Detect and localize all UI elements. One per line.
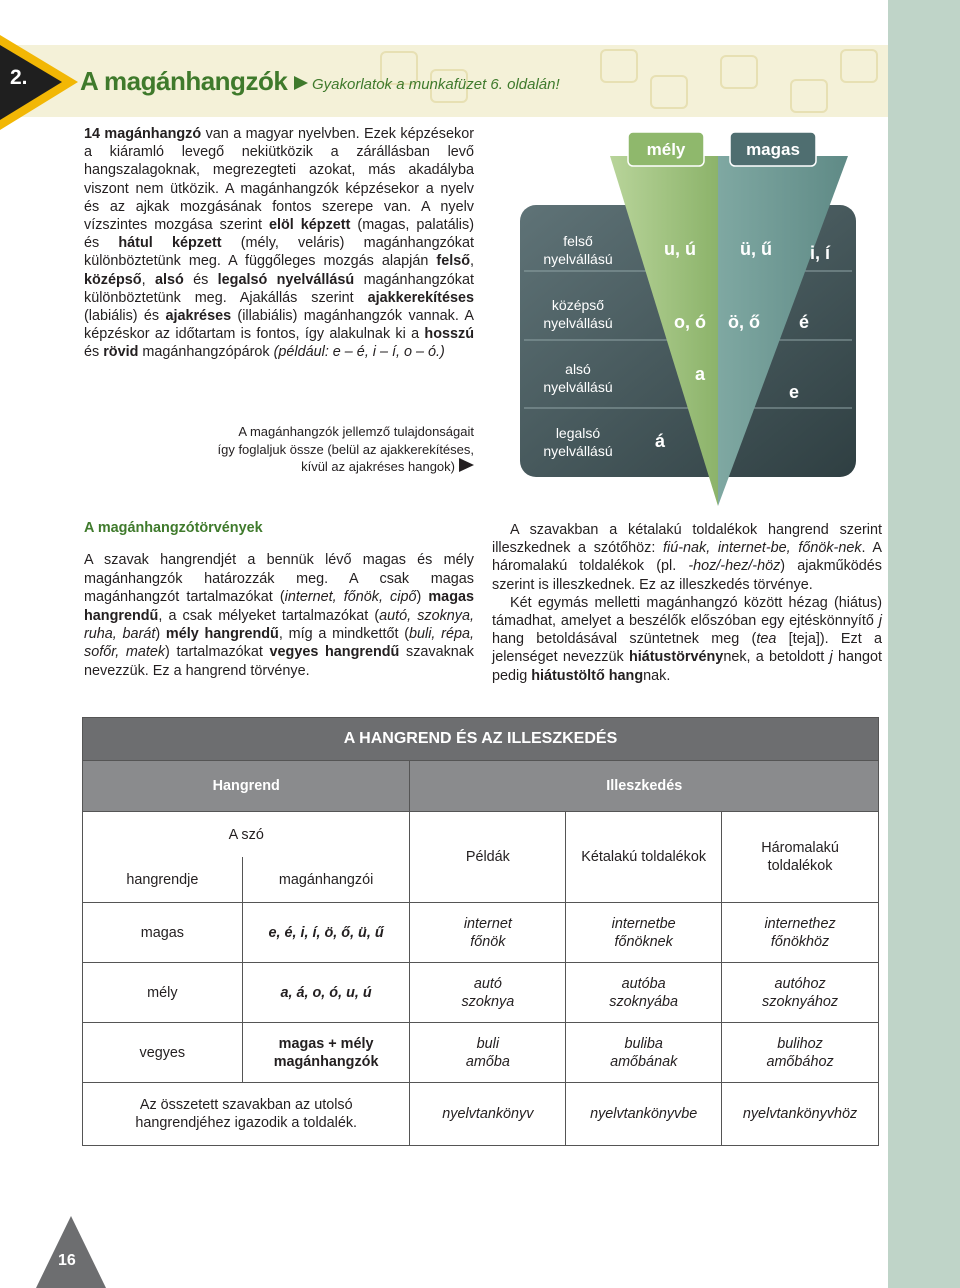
hiatus-paragraph: Két egymás melletti magánhangzó között hézag (hiátus) támadhat, amelyet a beszélők előszóban egy ejtéskönnyítő j hang betoldásával szüntetnek meg (tea [teja]). Ezt a jelenséget nevezzük hiátustörvénynek, a betoldott j hangot pedig hiátustöltő hangnak.: [492, 594, 882, 684]
page-title: A magánhangzók: [80, 66, 288, 96]
cell-hangrend: magas: [83, 903, 243, 963]
chapter-number: 2.: [10, 66, 28, 89]
row-also-2: nyelvállású: [543, 379, 613, 395]
illeszkedes-paragraph: A szavakban a kétalakú toldalékok hangrend szerint illeszkednek a szótőhöz: fiú-nak, internet-be, főnök-nek. A háromalakú toldalékok (pl. -hoz/-hez/-höz) ajakműködés szerint is illeszkednek. Ez az illeszkedés törvénye.: [492, 522, 883, 593]
diagram-caption: A magánhangzók jellemző tulajdonságait így foglaljuk össze (belül az ajakkerekítéses, kívül az ajakréses hangok): [217, 424, 474, 474]
magas-label: magas: [746, 140, 800, 159]
table-row: [83, 963, 879, 1023]
vowel-u: u, ú: [664, 239, 696, 259]
exercise-reference-text: Gyakorlatok a munkafüzet 6. oldalán!: [312, 76, 560, 93]
table-title-row: [83, 718, 879, 761]
vowel-e: e: [788, 382, 800, 402]
row-legalso-1: legalsó: [555, 425, 601, 441]
cell-ketalaku: buliba amőbának: [566, 1023, 722, 1083]
row-also-1: alsó: [565, 361, 591, 377]
table-subheader-row: [83, 812, 879, 858]
cell-vowels: a, á, o, ó, u, ú: [242, 963, 410, 1023]
cell-ketalaku: nyelvtankönyvbe: [566, 1083, 722, 1146]
cell-haromalaku: bulihoz amőbához: [722, 1023, 879, 1083]
vowel-e-long: é: [798, 312, 810, 332]
subheader-ketalaku: Kétalakú toldalékok: [566, 812, 722, 903]
side-strip: [888, 0, 960, 1288]
row-felso-1: felső: [563, 233, 593, 249]
cell-examples: internet főnök: [410, 903, 566, 963]
cell-haromalaku: autóhoz szoknyához: [722, 963, 879, 1023]
cell-hangrend: mély: [83, 963, 243, 1023]
table-row: [83, 1083, 879, 1146]
cell-examples: autó szoknya: [410, 963, 566, 1023]
row-felso-2: nyelvállású: [543, 251, 613, 267]
row-kozepso-1: középső: [551, 297, 605, 313]
hex-pattern: [720, 55, 758, 89]
exercise-reference: [294, 76, 560, 93]
hangrend-section: [84, 519, 474, 680]
arrow-right-icon: [294, 76, 308, 90]
header-hangrend: Hangrend: [83, 761, 410, 812]
table-title: A HANGREND ÉS AZ ILLESZKEDÉS: [83, 718, 879, 761]
arrow-right-icon: [459, 458, 474, 472]
table-header-row: [83, 761, 879, 812]
cell-examples: nyelvtankönyv: [410, 1083, 566, 1146]
vowel-ue: ü, ű: [740, 239, 772, 259]
hex-pattern: [790, 79, 828, 113]
row-legalso-2: nyelvállású: [543, 443, 613, 459]
cell-vowels: magas + mély magánhangzók: [242, 1023, 410, 1083]
table-row: [83, 903, 879, 963]
hangrend-table: [82, 717, 879, 1146]
cell-vowels: e, é, i, í, ö, ő, ü, ű: [242, 903, 410, 963]
intro-paragraph: 14 magánhangzó van a magyar nyelvben. Ezek képzésekor a kiáramló levegő nekiütközik a zárállásban levő hangszalagoknak, megrezegteti azokat, más akadályba viszont nem ütközik. A magánhangzók képzésekor a nyelv és az ajkak mozgásának fontos szerepe van. A nyelv vízszintes mozgása szerint elöl képzett (magas, palatális) és hátul képzett (mély, veláris) magánhangzókat különböztetünk meg. A függőleges mozgás alapján felső, középső, alsó és legalsó nyelvállású magánhangzókat különböztetünk meg. Ajakállás szerint ajakkerekítéses (labiális) és ajakréses (illabiális) magánhangzók vannak. A képzéskor az időtartam is fontos, így alakulnak ki a hosszú és rövid magánhangzópárok (például: e – é, i – í, o – ó.): [84, 126, 475, 361]
cell-examples: buli amőba: [410, 1023, 566, 1083]
vowel-diagram: [518, 128, 860, 508]
vowel-a-long: á: [654, 431, 666, 451]
hangrend-paragraph: A szavak hangrendjét a bennük lévő magas és mély magánhangzók határozzák meg. A csak magas magánhangzót tartalmazókat (internet, főnök, cipő) magas hangrendű, a csak mélyeket tartalmazókat (autó, szoknya, ruha, barát) mély hangrendű, míg a mindkettőt (buli, répa, sofőr, matek) tartalmazókat vegyes hangrendű szavaknak nevezzük. Ez a hangrend törvénye.: [84, 552, 475, 679]
hex-pattern: [840, 49, 878, 83]
cell-hangrend: vegyes: [83, 1023, 243, 1083]
page-number: 16: [58, 1252, 76, 1269]
cell-note: Az összetett szavakban az utolsó hangrendjéhez igazodik a toldalék.: [83, 1083, 410, 1146]
mely-label: mély: [646, 140, 686, 159]
vowel-oe: ö, ő: [728, 312, 760, 332]
hex-pattern: [650, 75, 688, 109]
subheader-hangrendje: hangrendje: [83, 857, 243, 903]
table-row: [83, 1023, 879, 1083]
cell-ketalaku: internetbe főnöknek: [566, 903, 722, 963]
cell-haromalaku: nyelvtankönyvhöz: [722, 1083, 879, 1146]
row-kozepso-2: nyelvállású: [543, 315, 613, 331]
subheader-peldak: Példák: [410, 812, 566, 903]
subheader-maganhangzoi: magánhangzói: [242, 857, 410, 903]
cell-haromalaku: internethez főnökhöz: [722, 903, 879, 963]
vowel-i: i, í: [809, 243, 831, 263]
subheader-a-szo: A szó: [83, 812, 410, 858]
cell-ketalaku: autóba szoknyába: [566, 963, 722, 1023]
hex-pattern: [600, 49, 638, 83]
illeszkedes-section: [492, 521, 882, 685]
vowel-o: o, ó: [674, 312, 706, 332]
subheader-haromalaku: Háromalakú toldalékok: [722, 812, 879, 903]
vowel-a: a: [694, 364, 706, 384]
header-illeszkedes: Illeszkedés: [410, 761, 879, 812]
section-heading: A magánhangzótörvények: [84, 520, 263, 536]
